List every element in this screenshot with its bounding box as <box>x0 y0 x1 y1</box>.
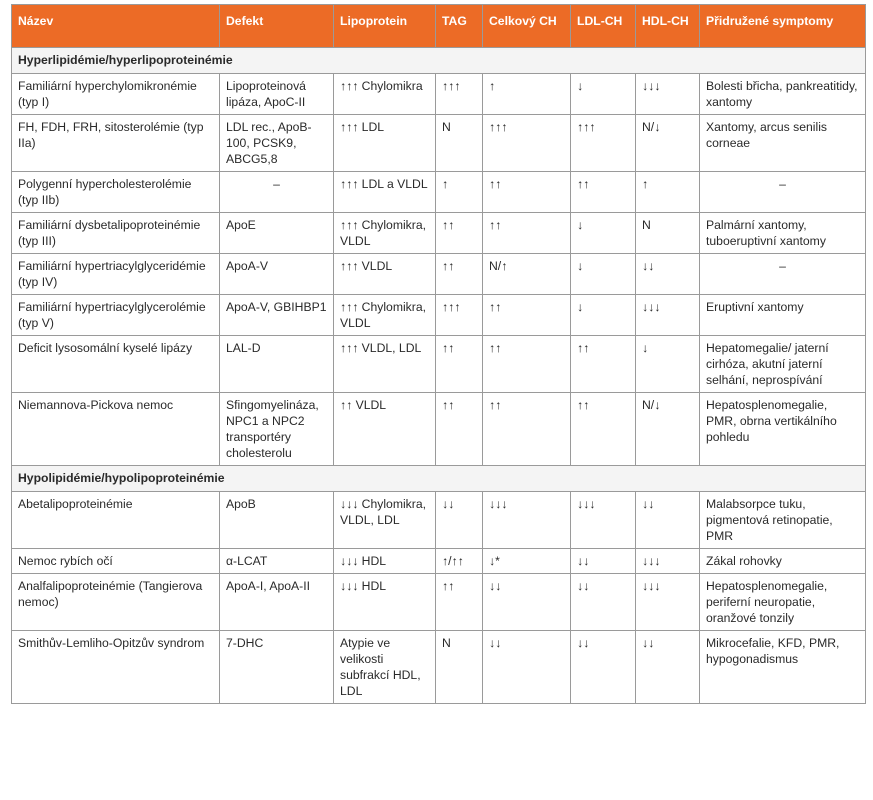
table-row <box>12 254 866 295</box>
cell-hdl-ch: ↓↓↓ <box>636 74 700 115</box>
cell-total-ch: ↑↑↑ <box>483 115 571 172</box>
cell-ldl-ch: ↓↓ <box>571 574 636 631</box>
header-ldl-ch: LDL-CH <box>571 5 636 48</box>
header-symptomy: Přidružené symptomy <box>700 5 866 48</box>
table-row <box>12 631 866 704</box>
cell-ldl-ch: ↓ <box>571 74 636 115</box>
table-row <box>12 336 866 393</box>
cell-lipoprotein: ↑↑↑ Chylomikra, VLDL <box>334 295 436 336</box>
cell-total-ch: ↓* <box>483 549 571 574</box>
cell-defect: ApoA-V, GBIHBP1 <box>220 295 334 336</box>
header-hdl-ch: HDL-CH <box>636 5 700 48</box>
cell-total-ch: ↑↑ <box>483 336 571 393</box>
cell-symptoms: Bolesti břicha, pankreatitidy, xantomy <box>700 74 866 115</box>
cell-lipoprotein: Atypie ve velikosti subfrakcí HDL, LDL <box>334 631 436 704</box>
cell-name: FH, FDH, FRH, sitosterolémie (typ IIa) <box>12 115 220 172</box>
cell-name: Polygenní hypercholesterolémie (typ IIb) <box>12 172 220 213</box>
cell-defect: Sfingomyelináza, NPC1 a NPC2 transportéry cholesterolu <box>220 393 334 466</box>
cell-ldl-ch: ↓↓ <box>571 549 636 574</box>
cell-hdl-ch: ↓↓ <box>636 254 700 295</box>
table-row <box>12 115 866 172</box>
cell-name: Familiární hypertriacylglyceridémie (typ IV) <box>12 254 220 295</box>
header-lipoprotein: Lipoprotein <box>334 5 436 48</box>
cell-total-ch: ↓↓ <box>483 574 571 631</box>
lipid-disorders-table-wrapper <box>11 4 865 704</box>
table-row <box>12 492 866 549</box>
cell-hdl-ch: ↓↓↓ <box>636 295 700 336</box>
cell-defect: – <box>220 172 334 213</box>
cell-symptoms: – <box>700 172 866 213</box>
cell-name: Familiární hyperchylomikronémie (typ I) <box>12 74 220 115</box>
cell-hdl-ch: ↓ <box>636 336 700 393</box>
cell-symptoms: Zákal rohovky <box>700 549 866 574</box>
cell-total-ch: ↑↑ <box>483 393 571 466</box>
cell-tag: ↑↑ <box>436 336 483 393</box>
cell-ldl-ch: ↑↑ <box>571 172 636 213</box>
section-row <box>12 466 866 492</box>
header-celkovy-ch: Celkový CH <box>483 5 571 48</box>
cell-tag: ↑/↑↑ <box>436 549 483 574</box>
cell-tag: ↑ <box>436 172 483 213</box>
cell-tag: ↑↑ <box>436 254 483 295</box>
cell-tag: ↓↓ <box>436 492 483 549</box>
header-nazev: Název <box>12 5 220 48</box>
cell-tag: ↑↑ <box>436 393 483 466</box>
cell-defect: 7-DHC <box>220 631 334 704</box>
cell-symptoms: Hepatosplenomegalie, PMR, obrna vertikálního pohledu <box>700 393 866 466</box>
cell-lipoprotein: ↑↑↑ LDL <box>334 115 436 172</box>
section-row <box>12 48 866 74</box>
table-body <box>12 48 866 704</box>
table-row <box>12 172 866 213</box>
cell-ldl-ch: ↓↓ <box>571 631 636 704</box>
cell-total-ch: ↓↓ <box>483 631 571 704</box>
cell-lipoprotein: ↓↓↓ HDL <box>334 549 436 574</box>
cell-lipoprotein: ↑↑↑ VLDL <box>334 254 436 295</box>
cell-name: Nemoc rybích očí <box>12 549 220 574</box>
header-row <box>12 5 866 48</box>
cell-tag: ↑↑ <box>436 574 483 631</box>
cell-lipoprotein: ↓↓↓ Chylomikra, VLDL, LDL <box>334 492 436 549</box>
cell-defect: ApoB <box>220 492 334 549</box>
table-row <box>12 74 866 115</box>
cell-defect: LAL-D <box>220 336 334 393</box>
cell-name: Analfalipoproteinémie (Tangierova nemoc) <box>12 574 220 631</box>
section-title: Hyperlipidémie/hyperlipoproteinémie <box>12 48 866 74</box>
cell-ldl-ch: ↓ <box>571 295 636 336</box>
cell-symptoms: Xantomy, arcus senilis corneae <box>700 115 866 172</box>
cell-total-ch: ↑↑ <box>483 172 571 213</box>
cell-hdl-ch: ↓↓↓ <box>636 574 700 631</box>
cell-ldl-ch: ↑↑ <box>571 393 636 466</box>
cell-tag: N <box>436 115 483 172</box>
cell-lipoprotein: ↑↑↑ VLDL, LDL <box>334 336 436 393</box>
cell-symptoms: Hepatosplenomegalie, periferní neuropatie, oranžové tonzily <box>700 574 866 631</box>
cell-lipoprotein: ↑↑↑ Chylomikra <box>334 74 436 115</box>
cell-total-ch: N/↑ <box>483 254 571 295</box>
table-row <box>12 295 866 336</box>
cell-ldl-ch: ↓↓↓ <box>571 492 636 549</box>
cell-total-ch: ↑ <box>483 74 571 115</box>
cell-symptoms: Palmární xantomy, tuboeruptivní xantomy <box>700 213 866 254</box>
table-row <box>12 574 866 631</box>
header-defekt: Defekt <box>220 5 334 48</box>
cell-tag: ↑↑ <box>436 213 483 254</box>
cell-defect: Lipoproteinová lipáza, ApoC-II <box>220 74 334 115</box>
cell-tag: ↑↑↑ <box>436 295 483 336</box>
table-row <box>12 393 866 466</box>
lipid-disorders-table <box>11 4 866 704</box>
cell-symptoms: Eruptivní xantomy <box>700 295 866 336</box>
cell-lipoprotein: ↑↑↑ LDL a VLDL <box>334 172 436 213</box>
cell-defect: ApoA-V <box>220 254 334 295</box>
cell-name: Familiární hypertriacylglycerolémie (typ V) <box>12 295 220 336</box>
cell-defect: α-LCAT <box>220 549 334 574</box>
cell-hdl-ch: ↑ <box>636 172 700 213</box>
table-row <box>12 213 866 254</box>
cell-ldl-ch: ↑↑ <box>571 336 636 393</box>
cell-hdl-ch: N/↓ <box>636 115 700 172</box>
cell-lipoprotein: ↑↑↑ Chylomikra, VLDL <box>334 213 436 254</box>
section-title: Hypolipidémie/hypolipoproteinémie <box>12 466 866 492</box>
cell-hdl-ch: N/↓ <box>636 393 700 466</box>
cell-lipoprotein: ↓↓↓ HDL <box>334 574 436 631</box>
header-tag: TAG <box>436 5 483 48</box>
cell-symptoms: – <box>700 254 866 295</box>
cell-defect: ApoA-I, ApoA-II <box>220 574 334 631</box>
cell-symptoms: Malabsorpce tuku, pigmentová retinopatie, PMR <box>700 492 866 549</box>
cell-name: Smithův-Lemliho-Opitzův syndrom <box>12 631 220 704</box>
table-row <box>12 549 866 574</box>
cell-name: Familiární dysbetalipoproteinémie (typ III) <box>12 213 220 254</box>
cell-defect: LDL rec., ApoB-100, PCSK9, ABCG5,8 <box>220 115 334 172</box>
cell-hdl-ch: ↓↓↓ <box>636 549 700 574</box>
cell-name: Abetalipoproteinémie <box>12 492 220 549</box>
cell-symptoms: Hepatomegalie/ jaterní cirhóza, akutní jaterní selhání, neprospívání <box>700 336 866 393</box>
cell-ldl-ch: ↑↑↑ <box>571 115 636 172</box>
cell-lipoprotein: ↑↑ VLDL <box>334 393 436 466</box>
cell-ldl-ch: ↓ <box>571 213 636 254</box>
cell-hdl-ch: N <box>636 213 700 254</box>
cell-defect: ApoE <box>220 213 334 254</box>
cell-name: Deficit lysosomální kyselé lipázy <box>12 336 220 393</box>
cell-total-ch: ↓↓↓ <box>483 492 571 549</box>
cell-tag: N <box>436 631 483 704</box>
cell-total-ch: ↑↑ <box>483 213 571 254</box>
cell-ldl-ch: ↓ <box>571 254 636 295</box>
cell-name: Niemannova-Pickova nemoc <box>12 393 220 466</box>
cell-symptoms: Mikrocefalie, KFD, PMR, hypogonadismus <box>700 631 866 704</box>
cell-hdl-ch: ↓↓ <box>636 631 700 704</box>
cell-total-ch: ↑↑ <box>483 295 571 336</box>
cell-hdl-ch: ↓↓ <box>636 492 700 549</box>
cell-tag: ↑↑↑ <box>436 74 483 115</box>
